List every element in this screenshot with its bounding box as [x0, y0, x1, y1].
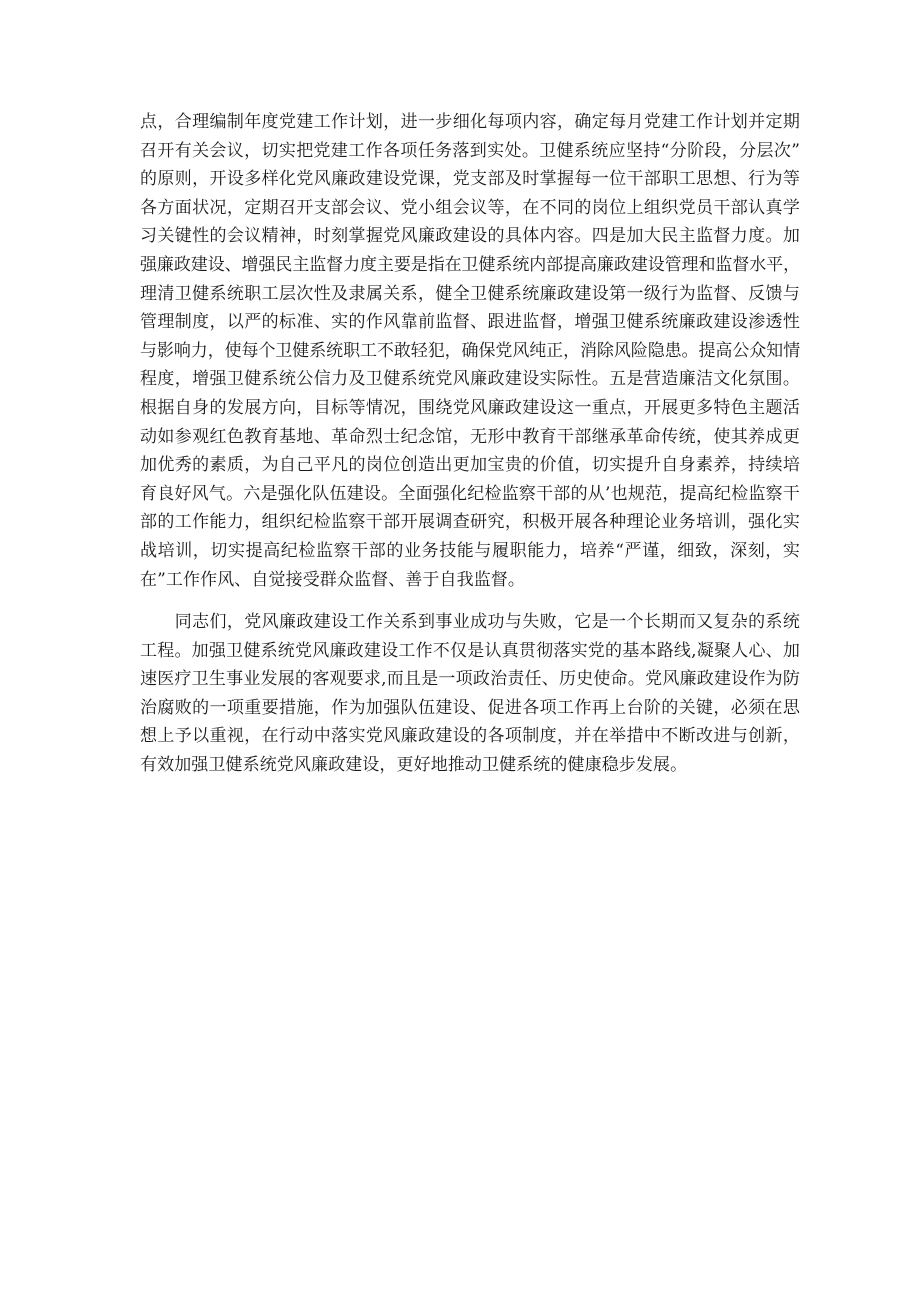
text-line: 点，合理编制年度党建工作计划，进一步细化每项内容，确定每月党建工作计划并定期 [140, 112, 800, 132]
text-line: 根据自身的发展方向，目标等情况，围绕党风廉政建设这一重点，开展更多特色主题活 [140, 397, 800, 418]
paragraph-spacer [140, 594, 800, 608]
text-line: 战培训，切实提高纪检监察干部的业务技能与履职能力，培养“严谨，细致，深刻，实 [140, 540, 800, 561]
text-line: 习关键性的会议精神，时刻掌握党风廉政建设的具体内容。四是加大民主监督力度。加 [140, 226, 800, 247]
text-line: 各方面状况，定期召开支部会议、党小组会议等，在不同的岗位上组织党员干部认真学 [140, 197, 800, 218]
text-line: 想上予以重视，在行动中落实党风廉政建设的各项制度，并在举措中不断改进与创新， [140, 726, 800, 747]
text-line: 理清卫健系统职工层次性及隶属关系，健全卫健系统廉政建设第一级行为监督、反馈与 [140, 283, 800, 304]
paragraph-1 [140, 108, 800, 594]
text-line: 工程。加强卫健系统党风廉政建设工作不仅是认真贯彻落实党的基本路线,凝聚人心、加 [140, 640, 800, 661]
text-line: 程度，增强卫健系统公信力及卫健系统党风廉政建设实际性。五是营造廉洁文化氛围。 [140, 369, 800, 390]
text-line: 育良好风气。六是强化队伍建设。全面强化纪检监察干部的从’也规范，提高纪检监察干 [140, 483, 800, 504]
text-line: 部的工作能力，组织纪检监察干部开展调查研究，积极开展各种理论业务培训，强化实 [140, 512, 800, 533]
document-body [140, 108, 800, 780]
text-line: 的原则，开设多样化党风廉政建设党课，党支部及时掌握每一位干部职工思想、行为等 [140, 169, 800, 190]
text-line: 在”工作作风、自觉接受群众监督、善于自我监督。 [140, 569, 525, 590]
text-line: 管理制度，以严的标准、实的作风靠前监督、跟进监督，增强卫健系统廉政建设渗透性 [140, 312, 800, 333]
text-line: 有效加强卫健系统党风廉政建设，更好地推动卫健系统的健康稳步发展。 [140, 755, 688, 776]
text-line: 召开有关会议，切实把党建工作各项任务落到实处。卫健系统应坚持“分阶段，分层次” [140, 140, 800, 161]
text-line: 强廉政建设、增强民主监督力度主要是指在卫健系统内部提高廉政建设管理和监督水平， [140, 254, 800, 275]
paragraph-2 [140, 608, 800, 780]
text-line: 速医疗卫生事业发展的客观要求,而且是一项政治责任、历史使命。党风廉政建设作为防 [140, 669, 800, 690]
text-line: 动如参观红色教育基地、革命烈士纪念馆，无形中教育干部继承革命传统，使其养成更 [140, 426, 800, 447]
text-line: 与影响力，使每个卫健系统职工不敢轻犯，确保党风纯正，消除风险隐患。提高公众知情 [140, 340, 800, 361]
text-line: 加优秀的素质，为自己平凡的岗位创造出更加宝贵的价值，切实提升自身素养，持续培 [140, 455, 800, 476]
text-line: 治腐败的一项重要措施，作为加强队伍建设、促进各项工作再上台阶的关键，必须在思 [140, 697, 800, 718]
text-line: 同志们，党风廉政建设工作关系到事业成功与失败，它是一个长期而又复杂的系统 [140, 612, 800, 633]
